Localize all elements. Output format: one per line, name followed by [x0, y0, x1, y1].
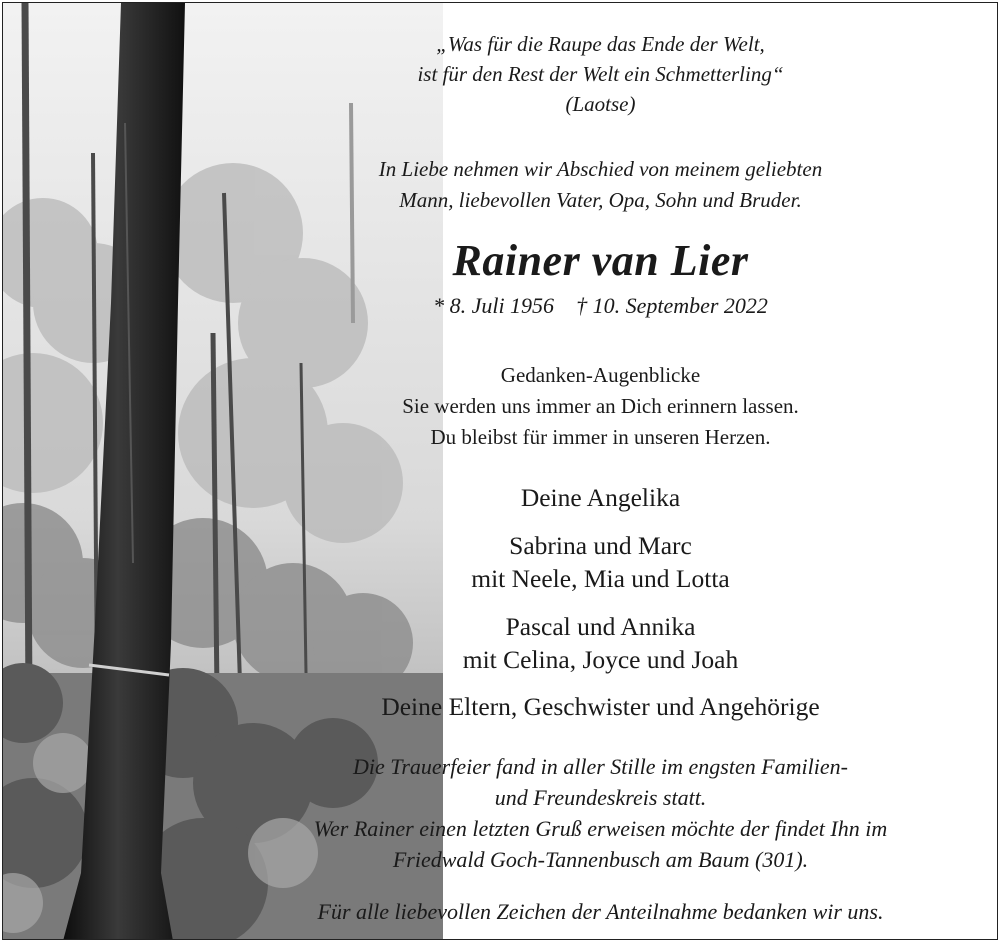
intro-line-2: Mann, liebevollen Vater, Opa, Sohn und Bruder.: [399, 188, 802, 212]
obituary-card: [2, 2, 998, 940]
ceremony-line-3: Wer Rainer einen letzten Gruß erweisen möchte der findet Ihn im: [313, 816, 888, 841]
intro-line-1: In Liebe nehmen wir Abschied von meinem geliebten: [378, 157, 823, 181]
thoughts-line-1: Gedanken-Augenblicke: [500, 363, 701, 387]
death-date: † 10. September 2022: [576, 293, 768, 318]
quote-line-1: „Was für die Raupe das Ende der Welt,: [436, 32, 765, 56]
mourner-family-1-children: mit Neele, Mia und Lotta: [471, 564, 730, 593]
ceremony-line-4: Friedwald Goch-Tannenbusch am Baum (301).: [392, 847, 809, 872]
ceremony-line-2: und Freundeskreis statt.: [494, 785, 707, 810]
life-dates: [198, 291, 998, 321]
mourner-wife: Deine Angelika: [520, 483, 681, 512]
quote-author: (Laotse): [565, 92, 636, 116]
thanks-note: Für alle liebevollen Zeichen der Anteilnahme bedanken wir uns.: [317, 899, 884, 924]
birth-date: * 8. Juli 1956: [433, 293, 555, 318]
deceased-name: Rainer van Lier: [452, 236, 749, 285]
mourner-family-1-parents: Sabrina und Marc: [509, 531, 692, 560]
mourner-family-2-children: mit Celina, Joyce und Joah: [462, 645, 739, 674]
quote-line-2: ist für den Rest der Welt ein Schmetterling“: [417, 62, 784, 86]
thoughts-line-2: Sie werden uns immer an Dich erinnern lassen.: [402, 394, 799, 418]
obituary-text: [198, 3, 998, 940]
mourner-relatives: Deine Eltern, Geschwister und Angehörige: [381, 692, 820, 721]
ceremony-line-1: Die Trauerfeier fand in aller Stille im engsten Familien-: [353, 754, 848, 779]
thoughts-line-3: Du bleibst für immer in unseren Herzen.: [430, 425, 771, 449]
mourner-family-2-parents: Pascal und Annika: [505, 612, 696, 641]
